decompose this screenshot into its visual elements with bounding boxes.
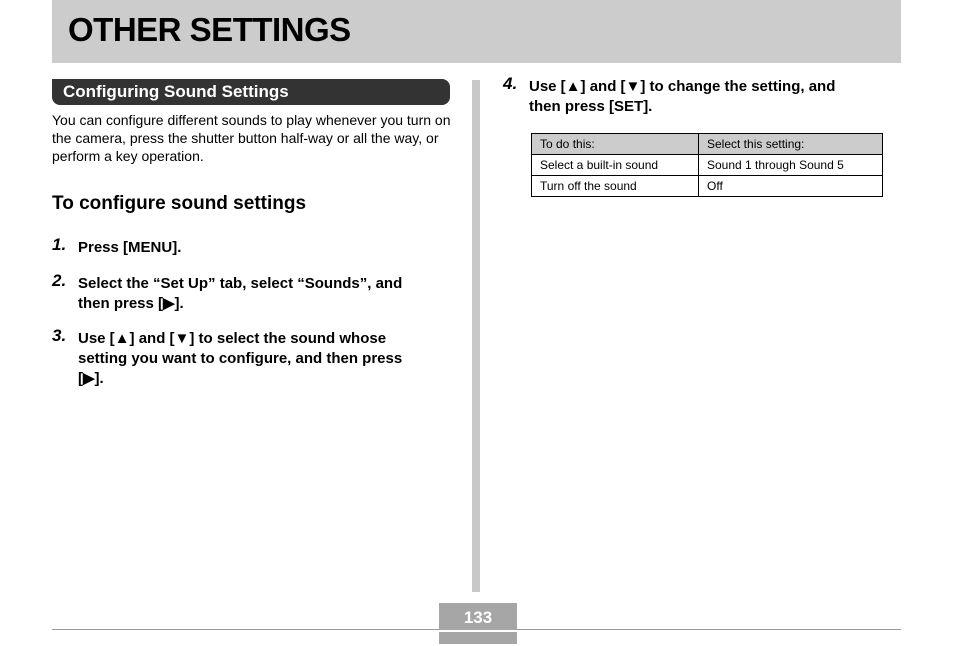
step-text-line: then press [SET]. bbox=[529, 98, 653, 115]
table-header-cell: To do this: bbox=[532, 134, 699, 155]
step-number: 2. bbox=[52, 271, 67, 290]
page-title: OTHER SETTINGS bbox=[68, 11, 351, 48]
step-3 bbox=[52, 326, 452, 391]
step-text-line: then press [▶]. bbox=[78, 295, 184, 312]
table-cell: Turn off the sound bbox=[532, 176, 699, 197]
step-text: Press [MENU]. bbox=[78, 239, 182, 256]
table-header-row bbox=[532, 134, 883, 155]
column-divider bbox=[472, 80, 480, 592]
section-heading-bar bbox=[52, 79, 450, 105]
table-header-cell: Select this setting: bbox=[699, 134, 883, 155]
page-number-tab bbox=[439, 603, 517, 644]
section-title: Configuring Sound Settings bbox=[63, 82, 289, 101]
step-number: 3. bbox=[52, 326, 67, 345]
step-text bbox=[529, 77, 835, 117]
step-text-line: Use [▲] and [▼] to change the setting, and bbox=[529, 78, 836, 95]
step-text-line: [▶]. bbox=[78, 370, 104, 387]
page-number: 133 bbox=[463, 608, 493, 627]
table-cell: Select a built-in sound bbox=[532, 155, 699, 176]
table-cell: Sound 1 through Sound 5 bbox=[699, 155, 883, 176]
table-row bbox=[532, 155, 883, 176]
settings-table bbox=[531, 133, 883, 197]
intro-paragraph: You can configure different sounds to play whenever you turn on the camera, press the shutter button half-way or all the way, or perform a key operation. bbox=[52, 112, 451, 164]
step-text bbox=[78, 329, 402, 389]
page-number-band bbox=[439, 630, 517, 632]
step-4 bbox=[503, 74, 883, 119]
step-2 bbox=[52, 271, 452, 316]
step-number: 4. bbox=[503, 74, 518, 93]
page-header bbox=[52, 0, 901, 63]
table-row bbox=[532, 176, 883, 197]
step-text-line: setting you want to configure, and then press bbox=[78, 350, 403, 367]
step-number: 1. bbox=[52, 235, 67, 254]
step-text-line: Select the “Set Up” tab, select “Sounds”, and bbox=[78, 275, 403, 292]
step-1 bbox=[52, 235, 452, 260]
table-cell: Off bbox=[699, 176, 883, 197]
procedure-title: To configure sound settings bbox=[52, 193, 307, 214]
step-text bbox=[78, 274, 402, 314]
step-text-line: Use [▲] and [▼] to select the sound whose bbox=[78, 330, 387, 347]
